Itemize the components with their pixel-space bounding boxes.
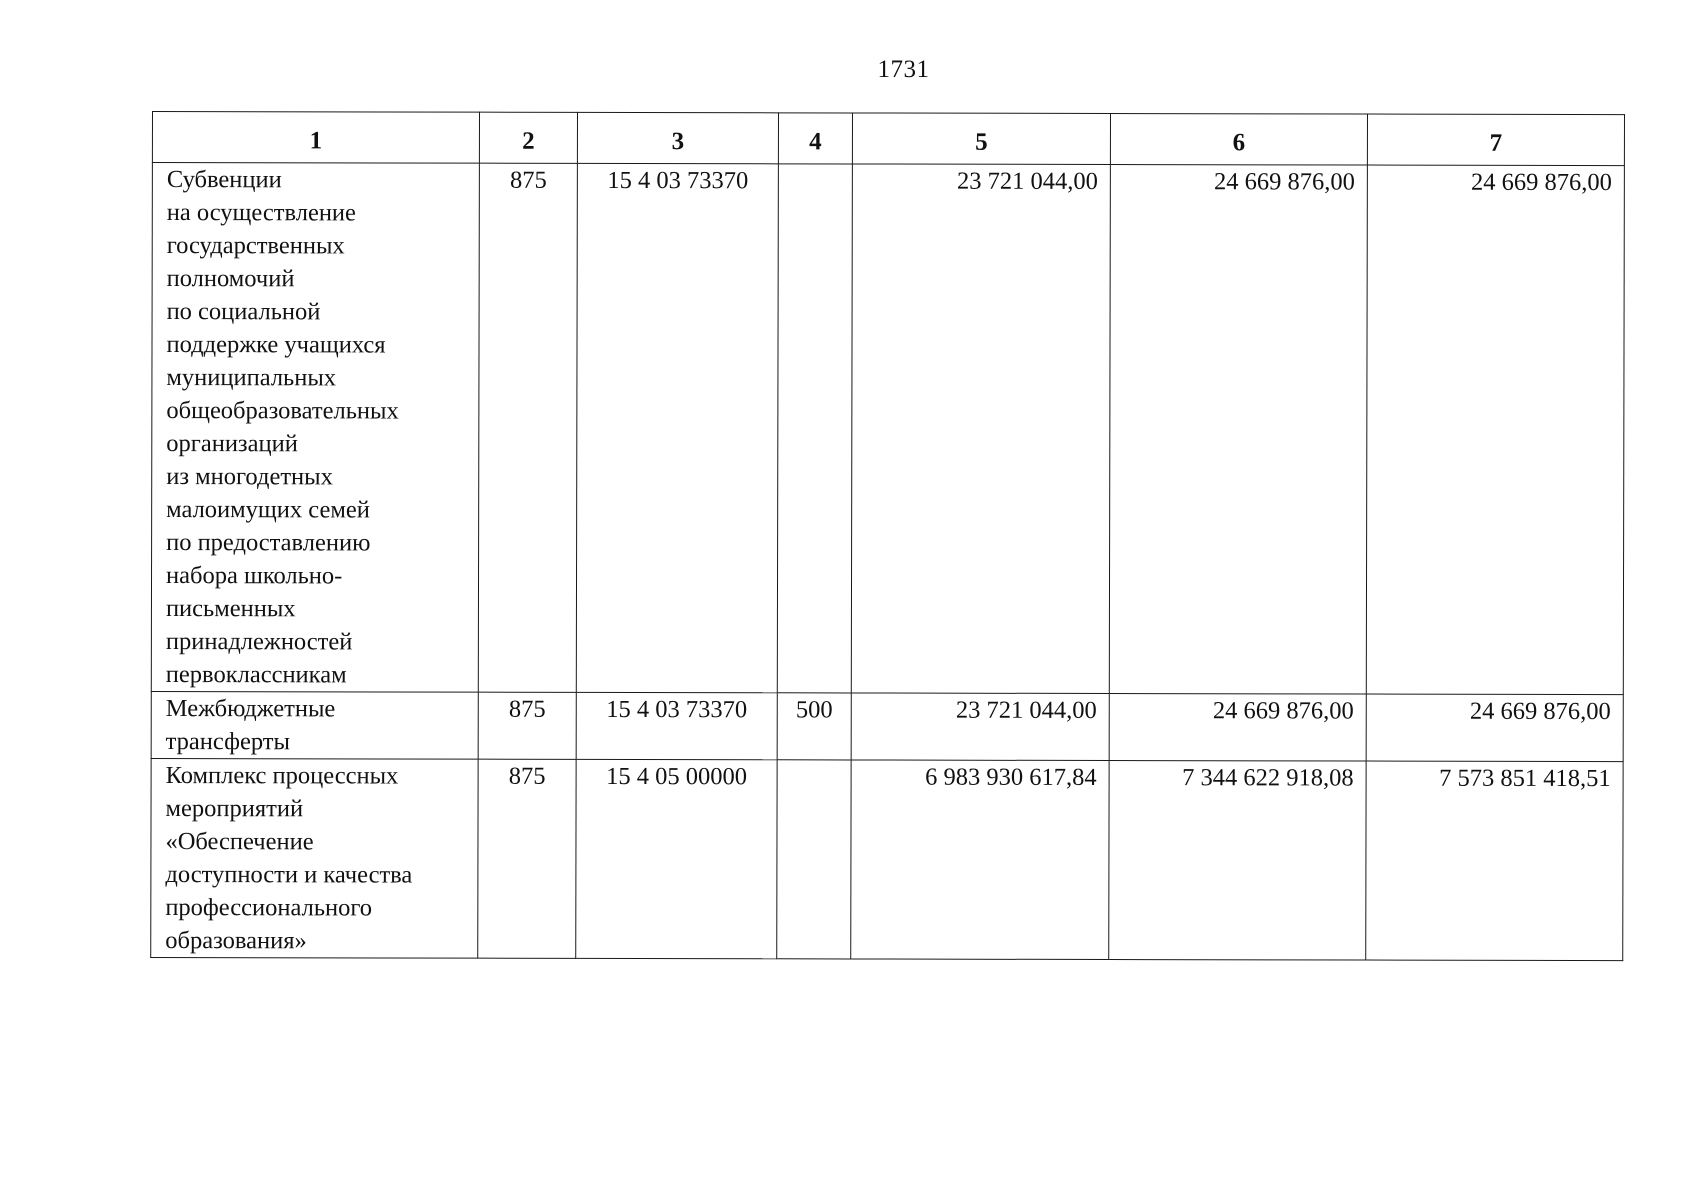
row-name-line: Межбюджетные bbox=[165, 695, 336, 723]
row-name-line: «Обеспечение bbox=[165, 828, 314, 856]
row-name-line: малоимущих семей bbox=[166, 496, 370, 524]
row-name-line: письменных bbox=[165, 595, 296, 623]
row-name-cell bbox=[151, 691, 478, 759]
row-name-line: профессионального bbox=[165, 894, 373, 922]
row-col2-cell: 875 bbox=[478, 692, 576, 759]
row-name-line: Субвенции bbox=[166, 166, 282, 194]
row-col5-cell: 23 721 044,00 bbox=[851, 693, 1109, 761]
row-col4-cell bbox=[777, 760, 851, 959]
row-name-line: на осуществление bbox=[166, 199, 356, 227]
column-header-4: 4 bbox=[778, 113, 852, 164]
table-header-row bbox=[152, 112, 1624, 166]
row-name-line: поддержке учащихся bbox=[166, 331, 386, 359]
row-name-line: набора школьно- bbox=[165, 562, 343, 590]
row-col5-cell: 6 983 930 617,84 bbox=[851, 760, 1109, 960]
row-name-line: организаций bbox=[166, 430, 298, 458]
row-col6-cell: 24 669 876,00 bbox=[1109, 165, 1367, 695]
row-name-line: образования» bbox=[165, 927, 307, 955]
row-name-line: Комплекс процессных bbox=[165, 762, 399, 790]
row-col3-cell: 15 4 03 73370 bbox=[576, 692, 777, 759]
row-col5-cell: 23 721 044,00 bbox=[851, 164, 1110, 694]
row-name-line: по социальной bbox=[166, 298, 321, 326]
row-name-line: полномочий bbox=[166, 265, 295, 293]
row-name-cell bbox=[151, 758, 478, 958]
row-name-line: муниципальных bbox=[166, 364, 337, 392]
column-header-5: 5 bbox=[852, 113, 1110, 165]
row-col6-cell: 7 344 622 918,08 bbox=[1109, 761, 1366, 961]
row-col6-cell: 24 669 876,00 bbox=[1109, 694, 1366, 762]
row-col3-cell: 15 4 03 73370 bbox=[576, 163, 778, 692]
row-name-line: принадлежностей bbox=[165, 628, 353, 656]
row-name-line: из многодетных bbox=[166, 463, 333, 491]
row-name-line: первоклассникам bbox=[165, 661, 347, 689]
table-row bbox=[151, 691, 1623, 761]
row-name-line: мероприятий bbox=[165, 795, 304, 823]
row-col3-cell: 15 4 05 00000 bbox=[576, 759, 777, 958]
row-name-line: доступности и качества bbox=[165, 861, 413, 889]
row-col4-cell bbox=[777, 164, 852, 693]
row-col2-cell: 875 bbox=[478, 759, 576, 958]
row-col7-cell: 7 573 851 418,51 bbox=[1366, 761, 1623, 961]
page-number: 1731 bbox=[877, 56, 930, 83]
column-header-1: 1 bbox=[152, 112, 479, 164]
column-header-6: 6 bbox=[1110, 114, 1367, 166]
row-name-line: государственных bbox=[166, 232, 345, 260]
row-name-line: по предоставлению bbox=[166, 529, 371, 557]
budget-table bbox=[150, 111, 1625, 961]
table-row bbox=[151, 758, 1623, 960]
row-col2-cell: 875 bbox=[478, 163, 577, 692]
column-header-2: 2 bbox=[479, 112, 577, 163]
table-row bbox=[151, 163, 1624, 695]
row-col7-cell: 24 669 876,00 bbox=[1366, 165, 1624, 695]
row-col4-cell: 500 bbox=[777, 693, 851, 760]
column-header-3: 3 bbox=[577, 112, 778, 163]
row-name-line: общеобразовательных bbox=[166, 397, 399, 425]
row-name-cell bbox=[151, 163, 479, 693]
row-col7-cell: 24 669 876,00 bbox=[1366, 694, 1623, 762]
row-name-line: трансферты bbox=[165, 728, 290, 756]
column-header-7: 7 bbox=[1367, 114, 1624, 166]
